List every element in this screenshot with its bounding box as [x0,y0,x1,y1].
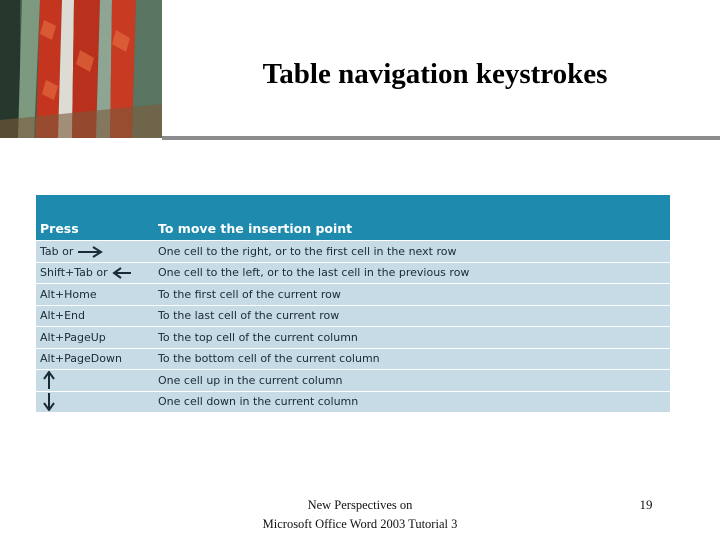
up-arrow-icon [43,371,55,390]
table-row [36,262,670,284]
description-cell: One cell up in the current column [154,370,670,392]
column-header-description: To move the insertion point [154,195,670,241]
press-cell [36,370,154,392]
press-cell [36,391,154,412]
left-arrow-icon [112,267,132,279]
description-cell: One cell down in the current column [154,391,670,412]
description-cell: To the first cell of the current row [154,284,670,306]
press-cell [36,262,154,284]
footer-line-1: New Perspectives on [307,498,413,512]
table-row [36,327,670,349]
description-cell: To the top cell of the current column [154,327,670,349]
press-text: Shift+Tab or [40,266,108,280]
footer-text [230,496,490,534]
description-cell: To the last cell of the current row [154,305,670,327]
down-arrow-icon [43,392,55,411]
page-number: 19 [639,497,653,512]
press-cell [36,241,154,263]
table-row [36,305,670,327]
header-photo [0,0,162,138]
table-row [36,241,670,263]
table-row [36,348,670,370]
table-row [36,391,670,412]
press-text: Tab or [40,244,74,258]
press-cell: Alt+PageDown [36,348,154,370]
footer-line-2: Microsoft Office Word 2003 Tutorial 3 [262,517,458,531]
description-cell: One cell to the right, or to the first cell in the next row [154,241,670,263]
table-row [36,370,670,392]
column-header-press: Press [36,195,154,241]
table-header-row [36,195,670,241]
right-arrow-icon [77,246,103,258]
table-row [36,284,670,306]
slide-title: Table navigation keystrokes [262,58,608,90]
header-divider [162,136,720,140]
description-cell: To the bottom cell of the current column [154,348,670,370]
keystroke-table [36,195,670,412]
press-cell: Alt+PageUp [36,327,154,349]
description-cell: One cell to the left, or to the last cell in the previous row [154,262,670,284]
press-cell: Alt+Home [36,284,154,306]
press-cell: Alt+End [36,305,154,327]
